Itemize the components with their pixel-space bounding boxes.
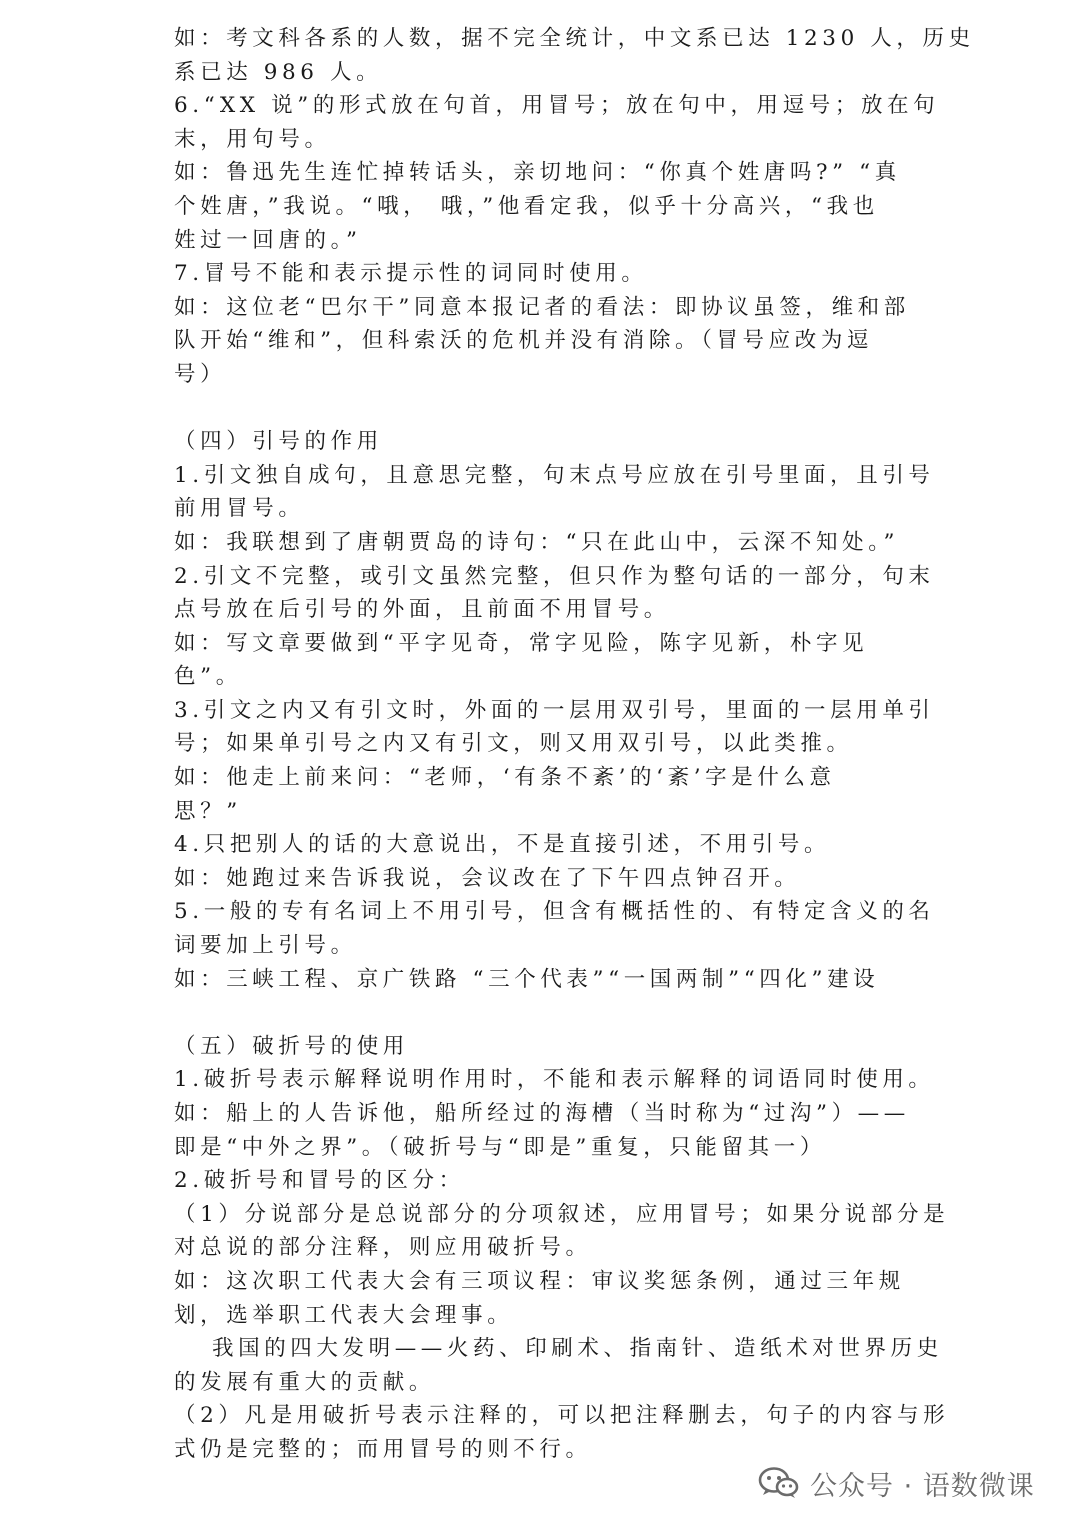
text-line: 前用冒号。 (174, 496, 305, 522)
text-line: 即是“中外之界”。（破折号与“即是”重复，只能留其一） (174, 1134, 826, 1160)
text-line: 1.破折号表示解释说明作用时，不能和表示解释的词语同时使用。 (174, 1067, 935, 1093)
text-line: 号；如果单引号之内又有引文，则又用双引号，以此类推。 (174, 731, 853, 757)
text-line: 如：这次职工代表大会有三项议程：审议奖惩条例，通过三年规 (174, 1268, 905, 1294)
text-line: 我国的四大发明——火药、印刷术、指南针、造纸术对世界历史 (212, 1336, 943, 1362)
text-line: 队开始“维和”，但科索沃的危机并没有消除。（冒号应改为逗 (174, 328, 874, 354)
text-line: 1.引文独自成句，且意思完整，句末点号应放在引号里面，且引号 (174, 462, 935, 488)
text-line: 词要加上引号。 (174, 933, 357, 959)
text-line: 如：考文科各系的人数，据不完全统计，中文系已达 1230 人，历史 (174, 26, 975, 51)
text-line: 4.只把别人的话的大意说出，不是直接引述，不用引号。 (174, 832, 831, 858)
blank-line (174, 996, 910, 1030)
text-line: 号） (174, 361, 227, 387)
text-line: （2）凡是用破折号表示注释的，可以把注释删去，句子的内容与形 (174, 1403, 950, 1429)
text-line: 划，选举职工代表大会理事。 (174, 1302, 514, 1328)
text-line: （1）分说部分是总说部分的分项叙述，应用冒号；如果分说部分是 (174, 1201, 950, 1227)
section-heading: （四）引号的作用 (174, 429, 383, 455)
text-line: 3.引文之内又有引文时，外面的一层用双引号，里面的一层用单引 (174, 697, 935, 723)
text-line: 系已达 986 人。 (174, 59, 383, 85)
text-line: 5.一般的专有名词上不用引号，但含有概括性的、有特定含义的名 (174, 899, 935, 925)
text-line: 7.冒号不能和表示提示性的词同时使用。 (174, 261, 648, 287)
text-line: 姓过一回唐的。” (174, 227, 362, 253)
text-line: 如：三峡工程、京广铁路 “三个代表”“一国两制”“四化”建设 (174, 966, 880, 992)
text-line: 式仍是完整的；而用冒号的则不行。 (174, 1436, 592, 1462)
watermark (758, 1458, 1035, 1508)
wechat-icon (758, 1466, 800, 1500)
text-line: 如：这位老“巴尔干”同意本报记者的看法：即协议虽签，维和部 (174, 294, 910, 320)
text-line: 如：写文章要做到“平字见奇，常字见险，陈字见新，朴字见 (174, 630, 869, 656)
text-line: 2.引文不完整，或引文虽然完整，但只作为整句话的一部分，句末 (174, 563, 935, 589)
text-line: 2.破折号和冒号的区分： (174, 1168, 465, 1194)
text-line: 思？” (174, 798, 242, 824)
text-line: 如：我联想到了唐朝贾岛的诗句：“只在此山中，云深不知处。” (174, 529, 900, 555)
text-line: 如：她跑过来告诉我说，会议改在了下午四点钟召开。 (174, 865, 801, 891)
blank-line (174, 392, 910, 426)
text-line: 如：船上的人告诉他，船所经过的海槽（当时称为“过沟”）—— (174, 1101, 910, 1126)
text-line: 的发展有重大的贡献。 (174, 1369, 436, 1395)
document-body (174, 22, 975, 1467)
text-line: 如：他走上前来问：“老师，‘有条不紊’的‘紊’字是什么意 (174, 765, 836, 791)
text-line: 如：鲁迅先生连忙掉转话头，亲切地问：“你真个姓唐吗?” “真 (174, 160, 901, 186)
text-line: 点号放在后引号的外面，且前面不用冒号。 (174, 597, 670, 623)
section-heading: （五）破折号的使用 (174, 1033, 409, 1059)
text-line: 个姓唐，”我说。“哦， 哦，”他看定我，似乎十分高兴，“我也 (174, 193, 879, 219)
text-line: 色”。 (174, 664, 242, 690)
watermark-text: 公众号 · 语数微课 (810, 1470, 1035, 1502)
text-line: 对总说的部分注释，则应用破折号。 (174, 1235, 592, 1261)
text-line: 末，用句号。 (174, 126, 331, 152)
text-line: 6.“XX 说”的形式放在句首，用冒号；放在句中，用逗号；放在句 (174, 93, 940, 119)
